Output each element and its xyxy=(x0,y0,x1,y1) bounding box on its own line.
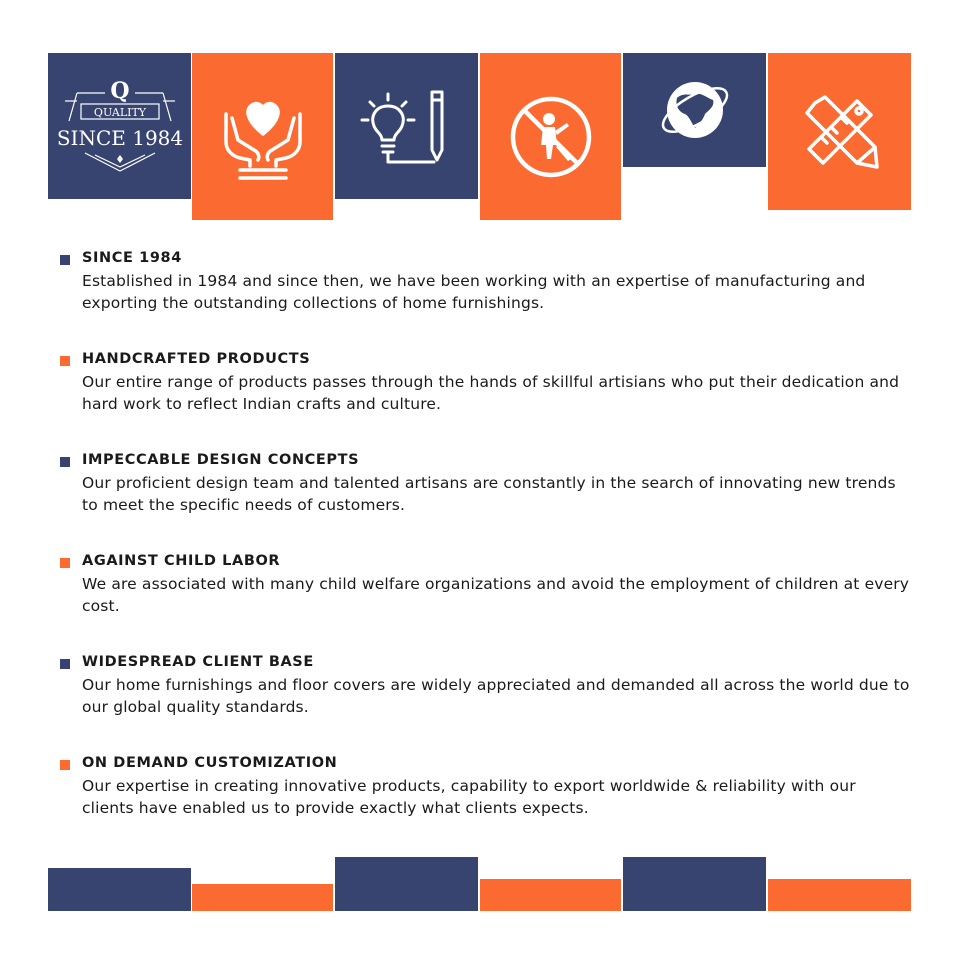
lightbulb-pencil-icon xyxy=(352,76,462,176)
tile-customization xyxy=(768,53,911,210)
feature-item xyxy=(60,552,920,653)
bullet-square xyxy=(60,558,70,568)
feature-item xyxy=(60,451,920,552)
feature-title: WIDESPREAD CLIENT BASE xyxy=(82,654,314,670)
tile-client-base xyxy=(623,53,766,167)
feature-title: AGAINST CHILD LABOR xyxy=(82,553,281,569)
feature-title: SINCE 1984 xyxy=(82,250,182,266)
footer-bar-orange xyxy=(192,884,333,911)
feature-item xyxy=(60,653,920,754)
footer-bar-orange xyxy=(480,879,621,911)
bullet-square xyxy=(60,255,70,265)
bullet-square xyxy=(60,760,70,770)
feature-list xyxy=(60,249,920,855)
feature-description: Our home furnishings and floor covers are widely appreciated and demanded all across the world due to our global quality standards. xyxy=(82,676,910,716)
feature-title: IMPECCABLE DESIGN CONCEPTS xyxy=(82,452,360,468)
badge-letter: Q xyxy=(109,78,130,104)
feature-description: Our proficient design team and talented artisans are constantly in the search of innovating new trends to meet the specific needs of customers. xyxy=(82,474,896,514)
feature-title: HANDCRAFTED PRODUCTS xyxy=(82,351,311,367)
tile-handcrafted xyxy=(192,53,333,220)
feature-item xyxy=(60,249,920,350)
tile-design xyxy=(335,53,478,199)
tile-since-1984 xyxy=(48,53,191,199)
quality-since-1984-badge-icon xyxy=(55,71,185,181)
feature-description: Established in 1984 and since then, we have been working with an expertise of manufacturing and exporting the outstanding collections of home furnishings. xyxy=(82,272,866,312)
ruler-pencil-icon xyxy=(795,87,885,177)
footer-bar-orange xyxy=(768,879,911,911)
bullet-square xyxy=(60,659,70,669)
feature-title: ON DEMAND CUSTOMIZATION xyxy=(82,755,338,771)
badge-bottom: SINCE 1984 xyxy=(56,126,183,150)
feature-item xyxy=(60,350,920,451)
no-child-labor-icon xyxy=(501,87,601,187)
footer-bar-navy xyxy=(335,857,478,911)
bullet-square xyxy=(60,457,70,467)
footer-bar-navy xyxy=(48,868,191,911)
feature-item xyxy=(60,754,920,855)
tile-child-labor xyxy=(480,53,621,220)
heart-in-hands-icon xyxy=(218,92,308,182)
feature-description: Our expertise in creating innovative products, capability to export worldwide & reliability with our clients have enabled us to provide exactly what clients expects. xyxy=(82,777,856,817)
bullet-square xyxy=(60,356,70,366)
feature-description: Our entire range of products passes through the hands of skillful artisians who put their dedication and hard work to reflect Indian crafts and culture. xyxy=(82,373,900,413)
globe-icon xyxy=(655,70,735,150)
feature-description: We are associated with many child welfare organizations and avoid the employment of children at every cost. xyxy=(82,575,910,615)
footer-bar-navy xyxy=(623,857,766,911)
badge-top: QUALITY xyxy=(93,106,146,119)
